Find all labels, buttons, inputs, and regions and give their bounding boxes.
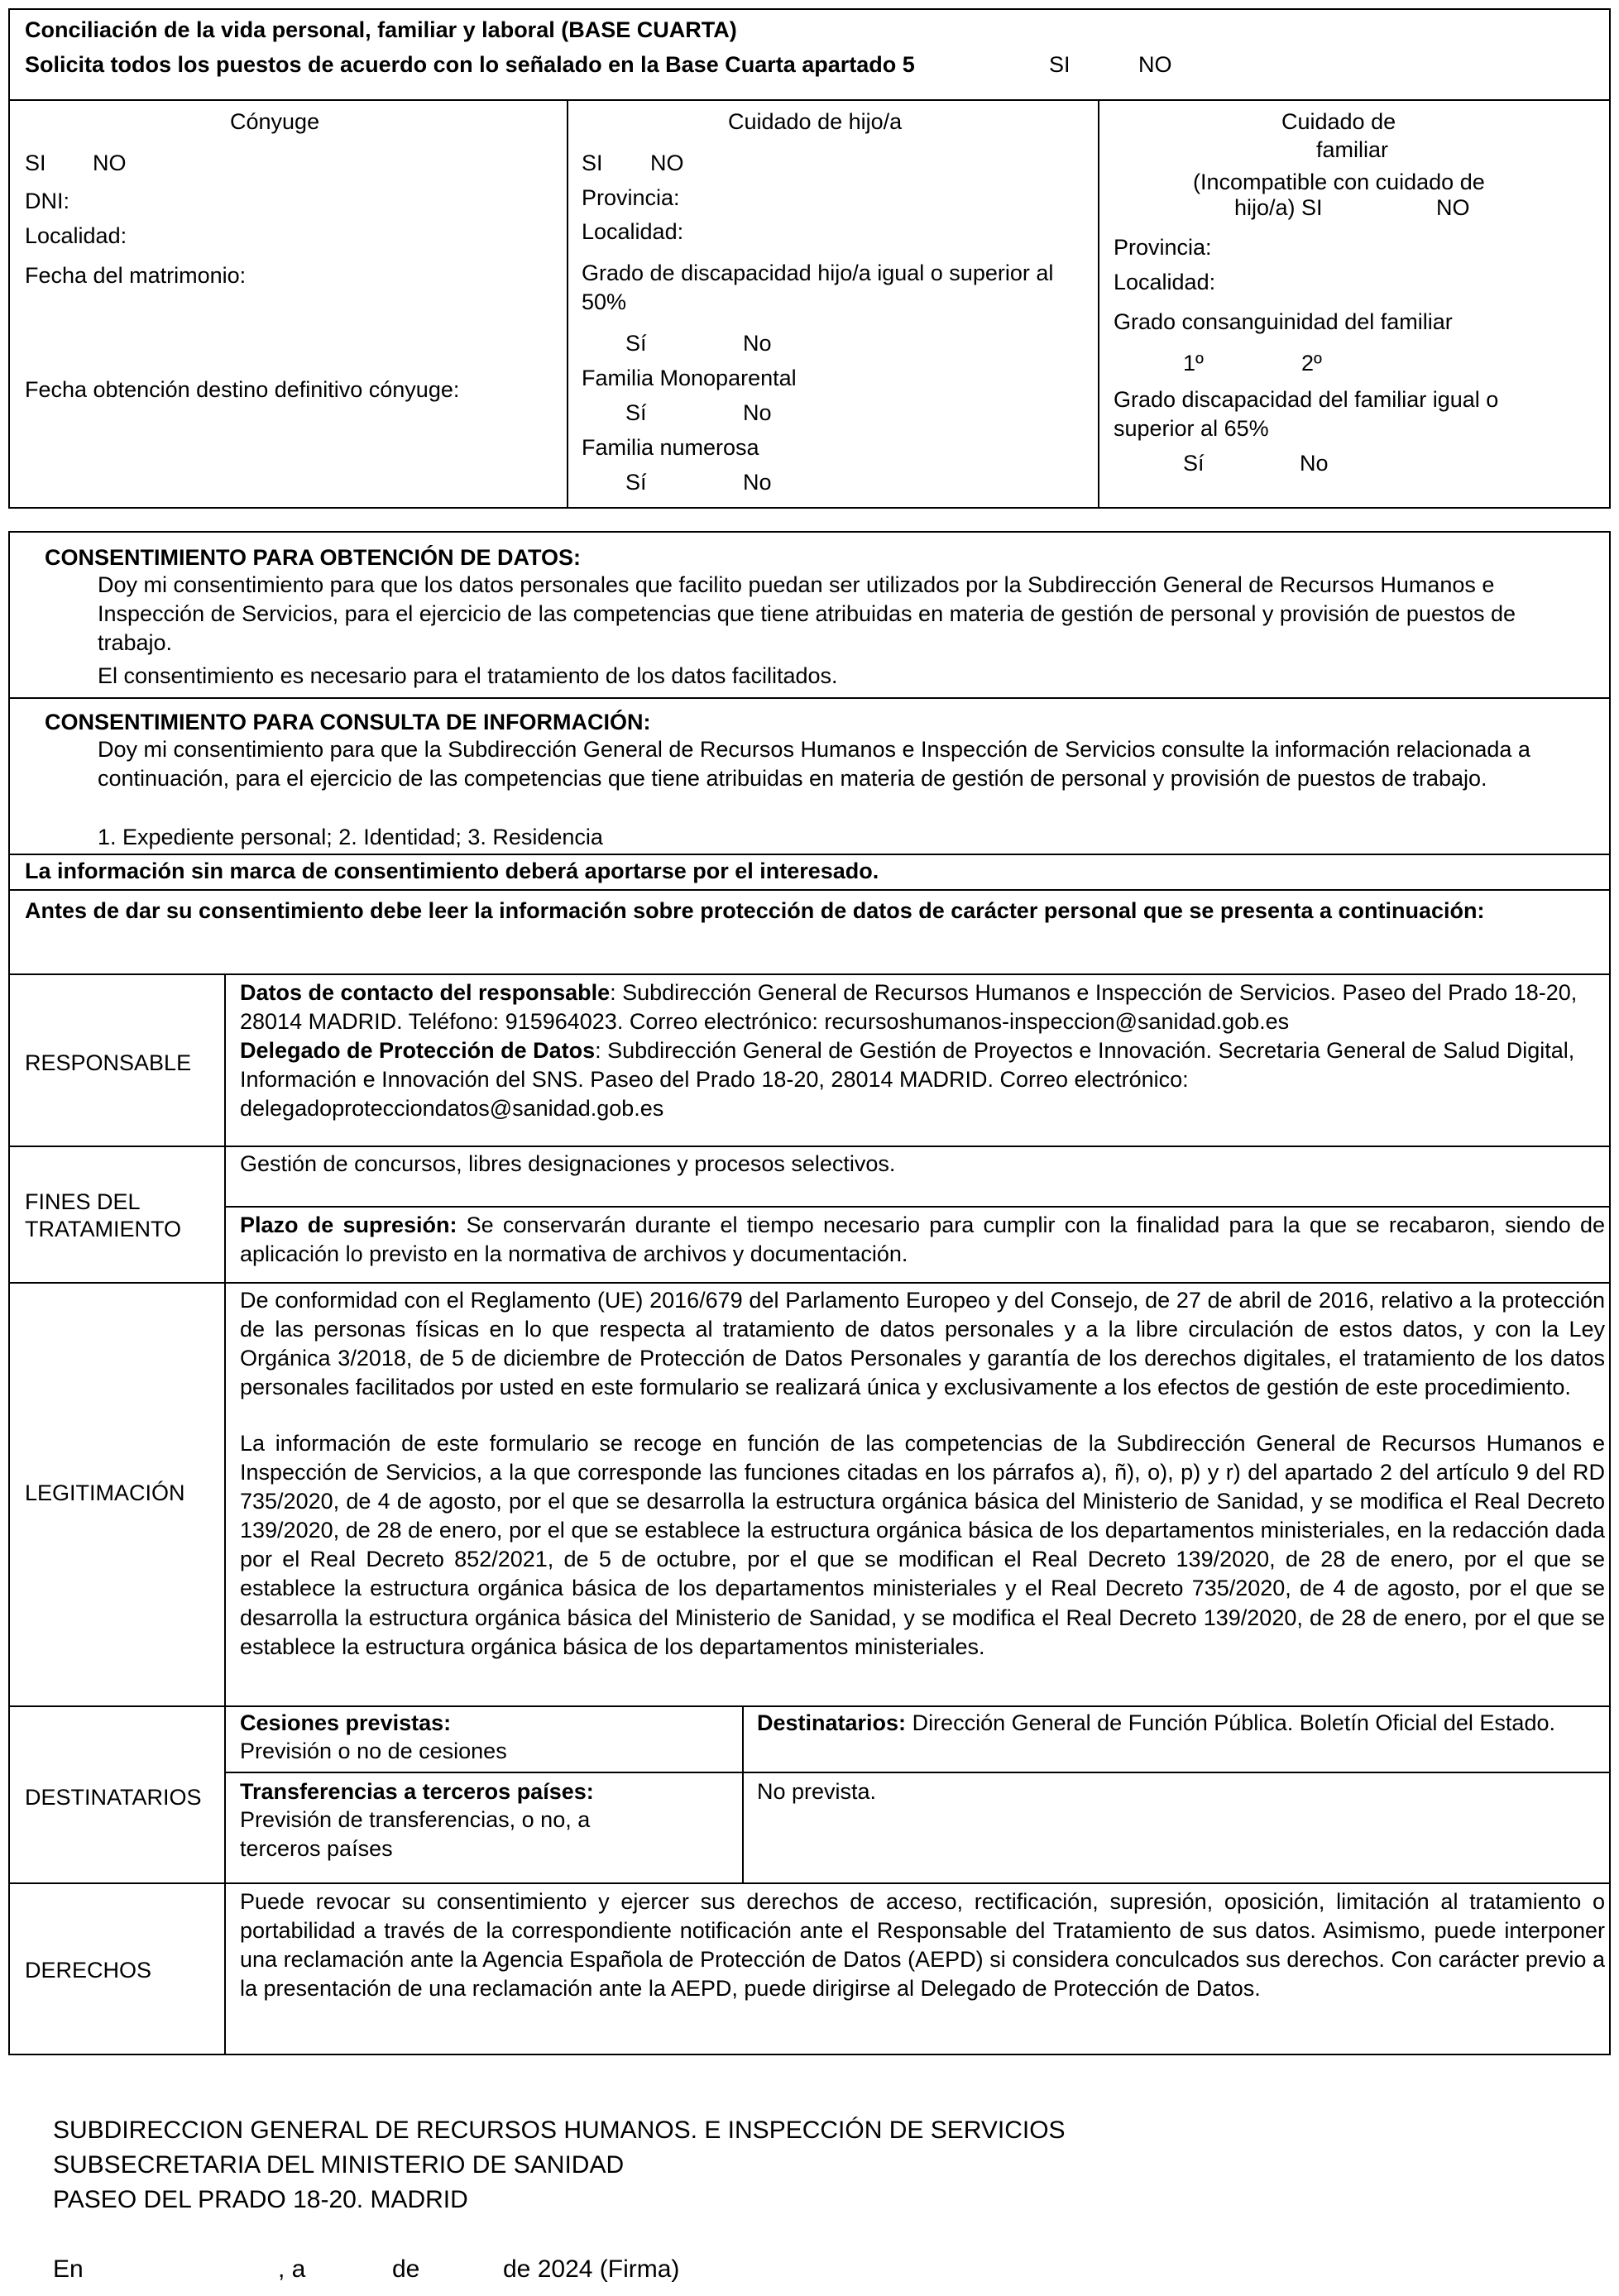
divider <box>8 854 1611 855</box>
consanguinidad-label: Grado consanguinidad del familiar <box>1114 309 1453 334</box>
destinatarios-text <box>757 1709 1588 1738</box>
antes-note: Antes de dar su consentimiento debe leer la información sobre protección de datos de carácter personal que se presenta a continuación: <box>25 898 1485 923</box>
grado-2-option[interactable]: 2º <box>1301 351 1322 375</box>
consent-consulta-title: CONSENTIMIENTO PARA CONSULTA DE INFORMACIÓN: <box>45 710 651 734</box>
fines-label-1: FINES DEL <box>25 1189 141 1214</box>
familiar-header-1: Cuidado de <box>1281 109 1396 134</box>
consent-datos-note: El consentimiento es necesario para el tratamiento de los datos facilitados. <box>98 663 838 688</box>
fecha-matrimonio-label: Fecha del matrimonio: <box>25 263 247 288</box>
legitimacion-p2: La información de este formulario se recoge en función de las competencias de la Subdirección General de Recursos Humanos e Inspección de Servicios, a la que corresponde las funciones citadas en los párrafos a), ñ), o), p) y r) del apartado 2 del artículo 9 del RD 735/2020, de 4 de agosto, por el que se desarrolla la estructura orgánica básica del Ministerio de Sanidad, y se modifica el Real Decreto 139/2020, de 28 de enero, por el que se establece la estructura orgánica básica de los departamentos ministeriales, en la redacción dada por el Real Decreto 852/2021, de 5 de octubre, por el que se modifican el Real Decreto 139/2020, de 28 de enero, por el que se establece la estructura orgánica básica de los departamentos ministeriales y el Real Decreto 735/2020, de 4 de agosto, por el que se desarrolla la estructura orgánica básica del Ministerio de Sanidad, y se modifica el Real Decreto 139/2020, de 28 de enero, por el que se establece la estructura orgánica básica de los departamentos ministeriales. <box>240 1431 1605 1659</box>
contacto-text: : Subdirección General de Recursos Humanos e Inspección de Servicios. Paseo del Prado 18-20, 28014 MADRID. Teléfono: 915964023. Correo electrónico: recursoshumanos-inspeccion@sanidad.gob.es <box>240 980 1578 1035</box>
dest-text: Dirección General de Función Pública. Boletín Oficial del Estado. <box>906 1710 1555 1735</box>
monoparental-si[interactable]: Sí <box>625 400 647 425</box>
monoparental-no[interactable]: No <box>743 400 772 425</box>
familiar-header-4[interactable]: hijo/a) SI <box>1234 195 1323 220</box>
delegado-text: : Subdirección General de Gestión de Proyectos e Innovación. Secretaria General de Salud Digital, Información e Innovación del SNS. Paseo del Prado 18-20, 28014 MADRID. Correo electrónico: delegadoprotecciondatos@sanidad.gob.es <box>240 1038 1575 1122</box>
dest-bold: Destinatarios: <box>757 1710 907 1735</box>
divider <box>224 973 226 2055</box>
monoparental-label: Familia Monoparental <box>582 366 797 390</box>
grado-1-option[interactable]: 1º <box>1183 351 1204 375</box>
transferencias-bold: Transferencias a terceros países: <box>240 1779 594 1804</box>
hijo-localidad-label: Localidad: <box>582 219 684 244</box>
divider <box>567 99 568 509</box>
divider <box>8 973 1611 975</box>
derechos-label: DERECHOS <box>25 1958 152 1983</box>
numerosa-label: Familia numerosa <box>582 435 759 460</box>
hijo-discapacidad-label: Grado de discapacidad hijo/a igual o superior al 50% <box>582 261 1054 315</box>
footer-line-1: SUBDIRECCION GENERAL DE RECURSOS HUMANOS. E INSPECCIÓN DE SERVICIOS <box>53 2117 1066 2144</box>
responsable-delegado <box>240 1036 1597 1123</box>
legitimacion-label: LEGITIMACIÓN <box>25 1480 185 1505</box>
divider <box>742 1705 744 1882</box>
familiar-header-3: (Incompatible con cuidado de <box>1193 170 1485 194</box>
sin-marca-note: La información sin marca de consentimiento deberá aportarse por el interesado. <box>25 859 879 883</box>
conciliacion-title: Conciliación de la vida personal, familiar y laboral (BASE CUARTA) <box>25 17 737 42</box>
divider <box>224 1772 1611 1773</box>
fecha-destino-label: Fecha obtención destino definitivo cónyuge: <box>25 377 460 402</box>
plazo-bold: Plazo de supresión: <box>240 1213 457 1237</box>
familiar-no-option[interactable]: NO <box>1436 195 1470 220</box>
plazo-text: Se conservarán durante el tiempo necesario para cumplir con la finalidad para la que se recabaron, siendo de aplicación lo previsto en la normativa de archivos y documentación. <box>240 1213 1605 1267</box>
divider <box>8 889 1611 891</box>
divider <box>8 1882 1611 1884</box>
cesiones-text: Previsión o no de cesiones <box>240 1739 507 1763</box>
destinatarios-label: DESTINATARIOS <box>25 1785 202 1810</box>
sign-en: En <box>53 2255 84 2283</box>
fines-text: Gestión de concursos, libres designaciones y procesos selectivos. <box>240 1151 896 1176</box>
conyuge-header: Cónyuge <box>230 109 320 134</box>
sign-a: , a <box>278 2255 306 2283</box>
divider <box>10 99 1609 101</box>
consent-datos-text: Doy mi consentimiento para que los datos personales que facilito puedan ser utilizados por la Subdirección General de Recursos Humanos e Inspección de Servicios, para el ejercicio de las competencias que tiene atribuidas en materia de gestión de personal y provisión de puestos de trabajo. <box>98 572 1516 656</box>
derechos-text: Puede revocar su consentimiento y ejercer sus derechos de acceso, rectificación, supresión, oposición, limitación al tratamiento o portabilidad a través de la correspondiente notificación ante el Responsable del Tratamiento de sus datos. Asimismo, puede interponer una reclamación ante la Agencia Española de Protección de Datos (AEPD) si considera conculcados sus derechos. Con carácter previo a la presentación de una reclamación ante la AEPD, puede dirigirse al Delegado de Protección de Datos. <box>240 1889 1605 2002</box>
familiar-discapacidad-no[interactable]: No <box>1300 451 1329 476</box>
conyuge-dni-label: DNI: <box>25 189 69 213</box>
hijo-si-option[interactable]: SI <box>582 151 603 175</box>
question-si-option[interactable]: SI <box>1049 52 1071 77</box>
familiar-discapacidad-si[interactable]: Sí <box>1183 451 1205 476</box>
responsable-label: RESPONSABLE <box>25 1050 192 1075</box>
consent-datos-title: CONSENTIMIENTO PARA OBTENCIÓN DE DATOS: <box>45 545 582 570</box>
conyuge-localidad-label: Localidad: <box>25 223 127 248</box>
fines-label-2: TRATAMIENTO <box>25 1217 181 1241</box>
cesiones-bold: Cesiones previstas: <box>240 1710 452 1735</box>
divider <box>224 1206 1611 1208</box>
sign-year: de 2024 (Firma) <box>503 2255 680 2283</box>
divider <box>8 1705 1611 1707</box>
numerosa-si[interactable]: Sí <box>625 470 647 495</box>
conyuge-si-option[interactable]: SI <box>25 151 46 175</box>
divider <box>1098 99 1099 509</box>
familiar-discapacidad-label: Grado discapacidad del familiar igual o superior al 65% <box>1114 387 1499 442</box>
conyuge-no-option[interactable]: NO <box>93 151 127 175</box>
question-no-option[interactable]: NO <box>1138 52 1172 77</box>
footer-line-3: PASEO DEL PRADO 18-20. MADRID <box>53 2186 468 2213</box>
responsable-contacto <box>240 978 1597 1036</box>
numerosa-no[interactable]: No <box>743 470 772 495</box>
familiar-header-2: familiar <box>1316 137 1389 162</box>
consent-consulta-list: 1. Expediente personal; 2. Identidad; 3. Residencia <box>98 825 603 849</box>
contacto-bold: Datos de contacto del responsable <box>240 980 611 1005</box>
conciliacion-question: Solicita todos los puestos de acuerdo con lo señalado en la Base Cuarta apartado 5 <box>25 52 915 77</box>
legitimacion-p1: De conformidad con el Reglamento (UE) 2016/679 del Parlamento Europeo y del Consejo, de 27 de abril de 2016, relativo a la protección de las personas físicas en lo que respecta al tratamiento de datos personales y a la libre circulación de estos datos, y con la Ley Orgánica 3/2018, de 5 de diciembre de Protección de Datos Personales y garantía de los derechos digitales, el tratamiento de los datos personales facilitados por usted en este formulario se realizará única y exclusivamente a los efectos de gestión de este procedimiento. <box>240 1288 1605 1400</box>
no-prevista-text: No prevista. <box>757 1779 877 1804</box>
transferencias-text: Previsión de transferencias, o no, a terceros países <box>240 1807 591 1862</box>
divider <box>8 1282 1611 1284</box>
delegado-bold: Delegado de Protección de Datos <box>240 1038 596 1063</box>
hijo-no-option[interactable]: NO <box>650 151 684 175</box>
hijo-discapacidad-no[interactable]: No <box>743 331 772 356</box>
hijo-header: Cuidado de hijo/a <box>728 109 903 134</box>
hijo-discapacidad-si[interactable]: Sí <box>625 331 647 356</box>
plazo-supresion <box>240 1211 1605 1269</box>
hijo-provincia-label: Provincia: <box>582 185 680 210</box>
footer-line-2: SUBSECRETARIA DEL MINISTERIO DE SANIDAD <box>53 2151 625 2179</box>
familiar-provincia-label: Provincia: <box>1114 235 1212 260</box>
consent-consulta-text: Doy mi consentimiento para que la Subdirección General de Recursos Humanos e Inspección de Servicios consulte la información relacionada a continuación, para el ejercicio de las competencias que tiene atribuidas en materia de gestión de personal y provisión de puestos de trabajo. <box>98 737 1530 792</box>
divider <box>8 697 1611 699</box>
sign-de: de <box>392 2255 420 2283</box>
familiar-localidad-label: Localidad: <box>1114 270 1216 294</box>
divider <box>8 1146 1611 1147</box>
